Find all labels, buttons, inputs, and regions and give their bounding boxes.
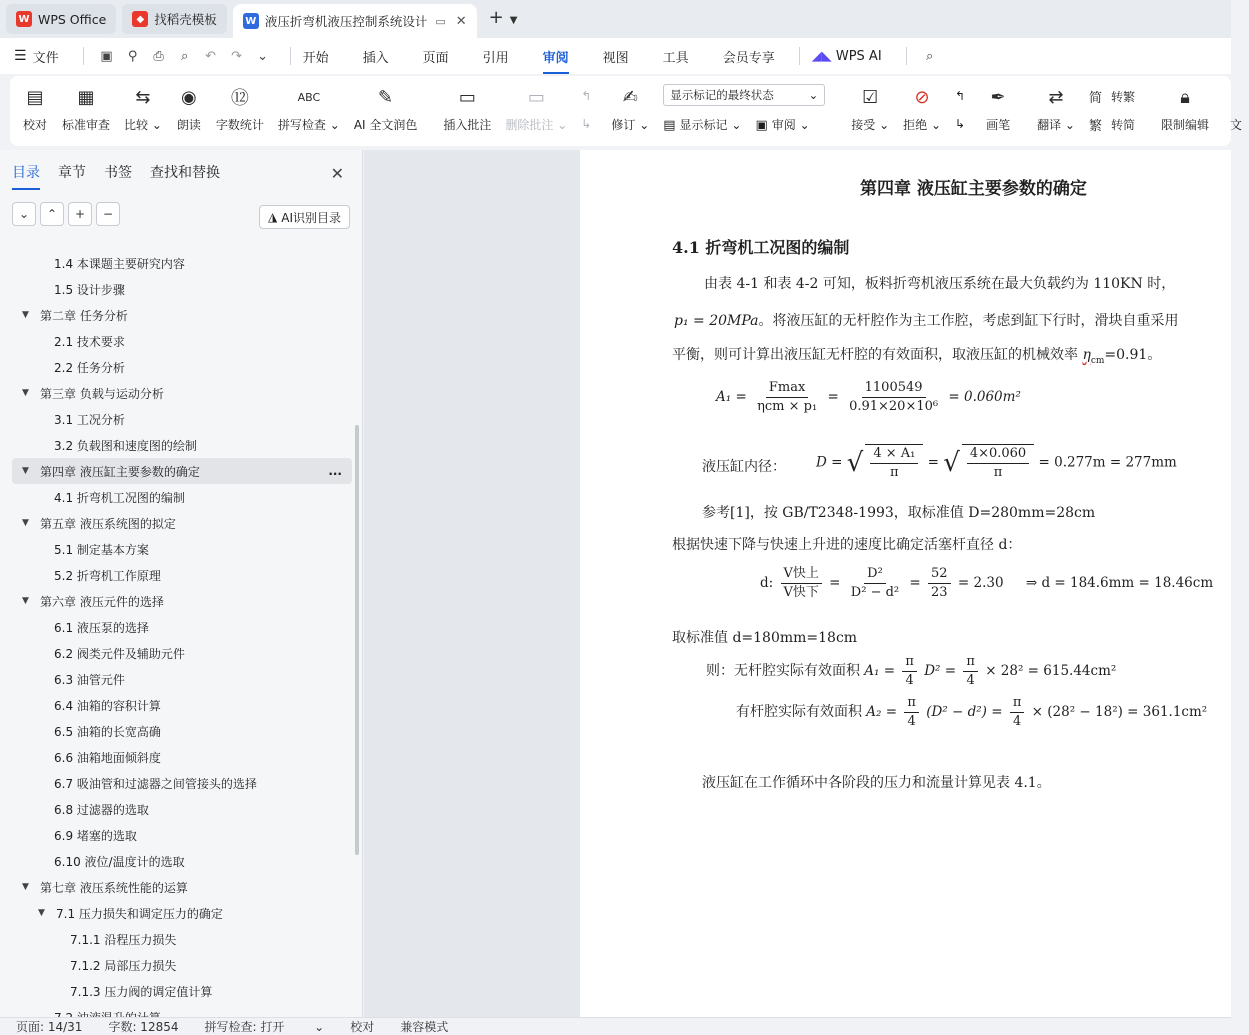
close-tab-icon[interactable]: ✕ [455, 13, 467, 29]
toc-item-label: 第四章 液压缸主要参数的确定 [40, 464, 200, 479]
more-label: 文 [1230, 118, 1243, 132]
menu-review[interactable]: 审阅 [543, 47, 569, 66]
redo-icon[interactable]: ↷ [231, 48, 243, 64]
spell-check-icon: ABC [297, 90, 321, 104]
toc-item[interactable] [12, 588, 352, 614]
toc-item[interactable] [12, 536, 352, 562]
spell-check-indicator[interactable]: 拼写检查: 打开 ⌄ [204, 1020, 325, 1034]
toc-item-label: 6.5 油箱的长宽高确 [54, 724, 161, 739]
translate-label: 翻译 ⌄ [1037, 118, 1075, 132]
toc-item[interactable] [12, 640, 352, 666]
collapse-up-icon[interactable]: ⌃ [40, 202, 64, 226]
panel-tab-toc[interactable]: 目录 [12, 162, 40, 182]
toc-item[interactable] [12, 874, 352, 900]
toc-item-label: 6.7 吸油管和过滤器之间管接头的选择 [54, 776, 257, 791]
markup-group [663, 84, 825, 140]
delete-comment-label: 删除批注 ⌄ [505, 118, 568, 132]
paragraph-3: 平衡，则可计算出液压缸无杆腔的有效面积，取液压缸的机械效率 $\eta_{cm}=0.91$。 [672, 347, 1162, 366]
ai-polish-button[interactable] [354, 84, 418, 133]
wps-ai-label: WPS AI [835, 48, 882, 64]
toc-item[interactable] [12, 614, 352, 640]
toc-item-label: 6.3 油管元件 [54, 672, 125, 687]
more-options-icon[interactable]: ... [328, 464, 342, 478]
title-tab-bar [0, 0, 1231, 38]
restrict-edit-label: 限制编辑 [1161, 118, 1210, 132]
print-icon[interactable]: ⎙ [153, 48, 164, 64]
hamburger-icon: ☰ [14, 48, 27, 64]
chinese-convert-group [1089, 84, 1135, 140]
toc-item[interactable] [12, 848, 352, 874]
toc-item[interactable] [12, 926, 352, 952]
toc-item[interactable] [12, 302, 352, 328]
previous-revision-icon[interactable]: ↰ [955, 89, 966, 103]
standard-review-label: 标准审查 [62, 118, 111, 132]
menu-tools[interactable]: 工具 [662, 50, 689, 66]
word-doc-icon: W [243, 13, 259, 29]
wps-ai-button[interactable] [812, 49, 882, 64]
review-ribbon [10, 76, 1243, 146]
next-comment-icon[interactable]: ↳ [581, 117, 592, 131]
close-panel-icon[interactable]: ✕ [330, 164, 344, 183]
toc-item-label: 第二章 任务分析 [40, 308, 128, 323]
divider [799, 47, 800, 65]
menu-page[interactable]: 页面 [422, 50, 449, 66]
divider [83, 47, 84, 65]
toc-item[interactable] [12, 510, 352, 536]
restrict-edit-button[interactable] [1161, 84, 1209, 133]
toc-item-label: 6.8 过滤器的选取 [54, 802, 149, 817]
accept-icon: ☑ [862, 86, 879, 108]
ai-toc-button[interactable] [259, 205, 350, 229]
show-markup-button[interactable]: ▤ 显示标记 ⌄ [663, 117, 742, 133]
toc-list [12, 250, 352, 1030]
monitor-icon[interactable]: ▭ [435, 14, 446, 28]
compat-mode-indicator: 兼容模式 [400, 1020, 449, 1034]
expand-arrow-icon[interactable]: ▼ [22, 310, 29, 320]
new-tab-icon[interactable]: + [488, 7, 504, 28]
more-button[interactable] [1223, 84, 1249, 133]
to-simplified-button[interactable]: 繁 转简 [1089, 112, 1135, 136]
tab-label: 液压折弯机液压控制系统设计 [264, 14, 428, 29]
ai-icon: ◮ [268, 210, 278, 224]
magic-wand-icon: ✎ [378, 86, 394, 108]
paragraph-6: 取标准值 d=180mm=18cm [672, 630, 858, 646]
equation-rod-diameter: d: $\frac{\text{V快上}}{\text{V快下}}$ = $\frac{\text{D²}}{\text{D² − d²}}$ = $\frac{52}{23}$ = 2.30 ⇒ d = 184.6mm = 18.46cm [760, 566, 1214, 600]
expand-arrow-icon[interactable]: ▼ [22, 466, 29, 476]
docer-icon: ◆ [132, 11, 148, 27]
equation-rod-area: 有杆腔实际有效面积 A₂ = $\frac{\pi}{4}$ (D² − d²) = $\frac{\pi}{4}$ × (28² − 18²) = 361.1cm² [736, 695, 1208, 729]
insert-comment-button[interactable] [443, 84, 491, 133]
ai-toc-label: AI识别目录 [281, 210, 341, 225]
toc-item-label: 第七章 液压系统性能的运算 [40, 880, 188, 895]
insert-comment-icon: ▭ [458, 86, 476, 108]
compare-label: 比较 ⌄ [124, 118, 162, 132]
page-gutter [364, 150, 580, 1017]
print-preview-icon[interactable]: ⌕ [180, 48, 189, 64]
search-icon[interactable]: ⌕ [926, 48, 934, 64]
page-indicator[interactable]: 页面: 14/31 [16, 1020, 83, 1034]
expand-arrow-icon[interactable]: ▼ [38, 908, 45, 918]
status-bar [0, 1017, 1231, 1035]
panel-tab-bookmarks[interactable]: 书签 [104, 165, 132, 181]
toc-item[interactable] [12, 458, 352, 484]
equation-area-a1: A₁ = $\frac{Fmax}{\text{ηcm × p₁}}$ = $\frac{1100549}{\text{0.91×20×10⁶}}$ = 0.060m² [716, 380, 1021, 414]
document-page[interactable] [580, 150, 1231, 1017]
toc-item[interactable] [12, 692, 352, 718]
spell-check-label: 拼写检查 ⌄ [277, 118, 340, 132]
panel-tab-find-replace[interactable]: 查找和替换 [150, 165, 220, 181]
translate-button[interactable] [1037, 84, 1075, 133]
chevron-down-icon[interactable]: ▼ [509, 15, 518, 26]
panel-tabs [0, 150, 362, 194]
toc-item-label: 5.1 制定基本方案 [54, 542, 149, 557]
tab-label: 找稻壳模板 [154, 12, 217, 27]
toc-item-label: 6.1 液压泵的选择 [54, 620, 149, 635]
track-changes-label: 修订 ⌄ [611, 118, 650, 132]
reject-icon: ⊘ [914, 86, 930, 108]
chevron-down-icon: ⌄ [808, 88, 819, 102]
track-changes-button[interactable] [611, 84, 649, 133]
insert-comment-label: 插入批注 [443, 118, 492, 132]
word-count-button[interactable] [216, 84, 264, 133]
comment-nav-group [581, 84, 591, 140]
toc-item[interactable] [12, 822, 352, 848]
toc-item-label: 4.1 折弯机工况图的编制 [54, 490, 185, 505]
compare-icon: ⇆ [135, 86, 151, 108]
section-heading: 4.1 折弯机工况图的编制 [672, 238, 850, 257]
to-traditional-button[interactable]: 简 转繁 [1089, 84, 1135, 108]
chevron-down-icon[interactable]: ⌄ [257, 48, 269, 64]
proofread-label: 校对 [22, 118, 47, 132]
tab-current-document[interactable] [233, 4, 477, 38]
toc-item[interactable] [12, 718, 352, 744]
reject-button[interactable] [903, 84, 941, 133]
wps-ai-icon: ◢◣ [811, 48, 832, 64]
toc-item-label: 3.1 工况分析 [54, 412, 125, 427]
proofread-icon: ▤ [26, 86, 44, 108]
toc-item[interactable] [12, 484, 352, 510]
menu-home[interactable]: 开始 [302, 50, 329, 66]
menu-bar [0, 38, 1231, 74]
paragraph-4: 参考[1]，按 GB/T2348-1993，取标准值 D=280mm=28cm [702, 505, 1096, 521]
toc-item-label: 第六章 液压元件的选择 [40, 594, 164, 609]
translate-icon: ⇄ [1048, 86, 1064, 108]
accept-label: 接受 ⌄ [851, 118, 890, 132]
ink-label: 画笔 [986, 118, 1011, 132]
divider [906, 47, 907, 65]
toc-item-label: 1.4 本课题主要研究内容 [54, 256, 185, 271]
toc-item-label: 2.1 技术要求 [54, 334, 125, 349]
equation-diameter: D = √ $\frac{\text{4 × A₁}}{\pi}$ = √ $\frac{4\times 0.060}{\pi}$ = 0.277m = 277mm [816, 446, 1177, 480]
toc-item[interactable] [12, 250, 352, 276]
read-aloud-label: 朗读 [176, 118, 201, 132]
file-menu-label: 文件 [32, 50, 59, 66]
tab-wps-office[interactable] [6, 4, 116, 34]
menu-references[interactable]: 引用 [482, 50, 509, 66]
expand-arrow-icon[interactable]: ▼ [22, 882, 29, 892]
expand-arrow-icon[interactable]: ▼ [22, 596, 29, 606]
tab-label: WPS Office [38, 11, 107, 27]
simplified-icon: 繁 [1088, 118, 1102, 134]
paragraph-2: p₁ = 20MPa。将液压缸的无杆腔作为主工作腔，考虑到缸下行时，滑块自重采用 [674, 313, 1179, 329]
previous-comment-icon[interactable]: ↰ [581, 89, 592, 103]
toc-item[interactable] [12, 276, 352, 302]
toc-item-label: 5.2 折弯机工作原理 [54, 568, 161, 583]
show-markup-icon: ▤ [663, 117, 676, 133]
ai-polish-label: AI 全文润色 [353, 118, 418, 132]
word-count-icon: ⑫ [230, 88, 249, 109]
menu-member[interactable]: 会员专享 [722, 50, 775, 66]
toc-item[interactable] [12, 354, 352, 380]
toc-item-label: 第五章 液压系统图的拟定 [40, 516, 176, 531]
expand-down-icon[interactable]: ⌄ [12, 202, 36, 226]
equation-rodless-area: 则：无杆腔实际有效面积 A₁ = $\frac{\pi}{4}$ D² = $\frac{\pi}{4}$ × 28² = 615.44cm² [706, 654, 1117, 688]
save-icon[interactable]: ▣ [100, 48, 113, 64]
toc-item-label: 3.2 负载图和速度图的绘制 [54, 438, 197, 453]
toc-item-label: 第三章 负载与运动分析 [40, 386, 164, 401]
revision-nav-group [955, 84, 965, 140]
toc-item-label: 2.2 任务分析 [54, 360, 125, 375]
undo-icon[interactable]: ↶ [205, 48, 217, 64]
equation-label-diameter: 液压缸内径： [702, 459, 786, 475]
more-icon [1223, 84, 1249, 110]
menu-view[interactable]: 视图 [602, 50, 629, 66]
share-icon[interactable]: ⚲ [127, 48, 138, 64]
toc-item-label: 7.1.3 压力阀的调定值计算 [70, 984, 213, 999]
add-heading-icon[interactable]: + [68, 202, 92, 226]
delete-comment-button[interactable] [505, 84, 567, 133]
accept-button[interactable] [851, 84, 889, 133]
toc-item[interactable] [12, 744, 352, 770]
toc-item-label: 7.1 压力损失和调定压力的确定 [56, 906, 223, 921]
standard-review-button[interactable] [62, 84, 110, 133]
toc-item[interactable] [12, 666, 352, 692]
markup-display-value: 显示标记的最终状态 [670, 88, 774, 102]
ink-button[interactable] [985, 84, 1011, 133]
toc-item[interactable] [12, 328, 352, 354]
panel-tab-chapters[interactable]: 章节 [58, 165, 86, 181]
remove-heading-icon[interactable]: − [96, 202, 120, 226]
markup-display-select[interactable] [663, 84, 825, 106]
toc-item[interactable] [12, 432, 352, 458]
proofread-indicator[interactable]: 校对 [350, 1020, 375, 1034]
toc-item-label: 6.10 液位/温度计的选取 [54, 854, 185, 869]
traditional-icon: 简 [1088, 90, 1102, 106]
expand-arrow-icon[interactable]: ▼ [22, 518, 29, 528]
toc-item[interactable] [12, 796, 352, 822]
word-count-indicator[interactable]: 字数: 12854 [108, 1020, 179, 1034]
next-revision-icon[interactable]: ↳ [955, 117, 966, 131]
navigation-panel [0, 150, 363, 1017]
speaker-icon: ◉ [181, 86, 197, 108]
paragraph-1: 由表 4-1 和表 4-2 可知，板料折弯机液压系统在最大负载约为 110KN 时， [704, 276, 1176, 292]
spell-check-button[interactable] [278, 84, 340, 133]
pen-icon: ✒ [990, 86, 1006, 108]
paragraph-5: 根据快速下降与快速上升进的速度比确定活塞杆直径 d： [672, 537, 1022, 553]
divider [290, 47, 291, 65]
chapter-heading: 第四章 液压缸主要参数的确定 [860, 179, 1087, 199]
review-pane-icon: ▣ [755, 117, 768, 133]
delete-comment-icon: ▭ [527, 86, 545, 108]
toc-item[interactable] [12, 952, 352, 978]
track-changes-icon: ✍ [622, 86, 638, 108]
compare-button[interactable] [124, 84, 162, 133]
toc-item-label: 1.5 设计步骤 [54, 282, 125, 297]
toc-scrollbar[interactable] [355, 425, 359, 855]
toc-item[interactable] [12, 380, 352, 406]
reject-label: 拒绝 ⌄ [903, 118, 942, 132]
toc-item-label: 7.1.1 沿程压力损失 [70, 932, 177, 947]
paragraph-7: 液压缸在工作循环中各阶段的压力和流量计算见表 4.1。 [702, 775, 1051, 791]
review-pane-button[interactable]: ▣ 审阅 ⌄ [755, 117, 810, 133]
toc-item[interactable] [12, 406, 352, 432]
tab-docer-templates[interactable] [122, 4, 227, 34]
standard-review-icon: ▦ [77, 86, 95, 108]
menu-insert[interactable]: 插入 [362, 50, 389, 66]
toc-item-label: 7.1.2 局部压力损失 [70, 958, 177, 973]
toc-item[interactable] [12, 978, 352, 1004]
lock-doc-icon: 🔒︎ [1180, 86, 1190, 108]
read-aloud-button[interactable] [176, 84, 202, 133]
file-menu[interactable] [14, 47, 59, 66]
word-count-label: 字数统计 [215, 118, 264, 132]
proofread-button[interactable] [22, 84, 48, 133]
toc-item[interactable] [12, 770, 352, 796]
toc-item-label: 6.4 油箱的容积计算 [54, 698, 161, 713]
toc-item-label: 6.9 堵塞的选取 [54, 828, 137, 843]
expand-arrow-icon[interactable]: ▼ [22, 388, 29, 398]
toc-item[interactable] [12, 562, 352, 588]
toc-item-label: 6.2 阀类元件及辅助元件 [54, 646, 185, 661]
wps-logo-icon: W [16, 11, 32, 27]
markup-row [663, 112, 825, 136]
toc-item-label: 6.6 油箱地面倾斜度 [54, 750, 161, 765]
toc-item[interactable] [12, 900, 352, 926]
